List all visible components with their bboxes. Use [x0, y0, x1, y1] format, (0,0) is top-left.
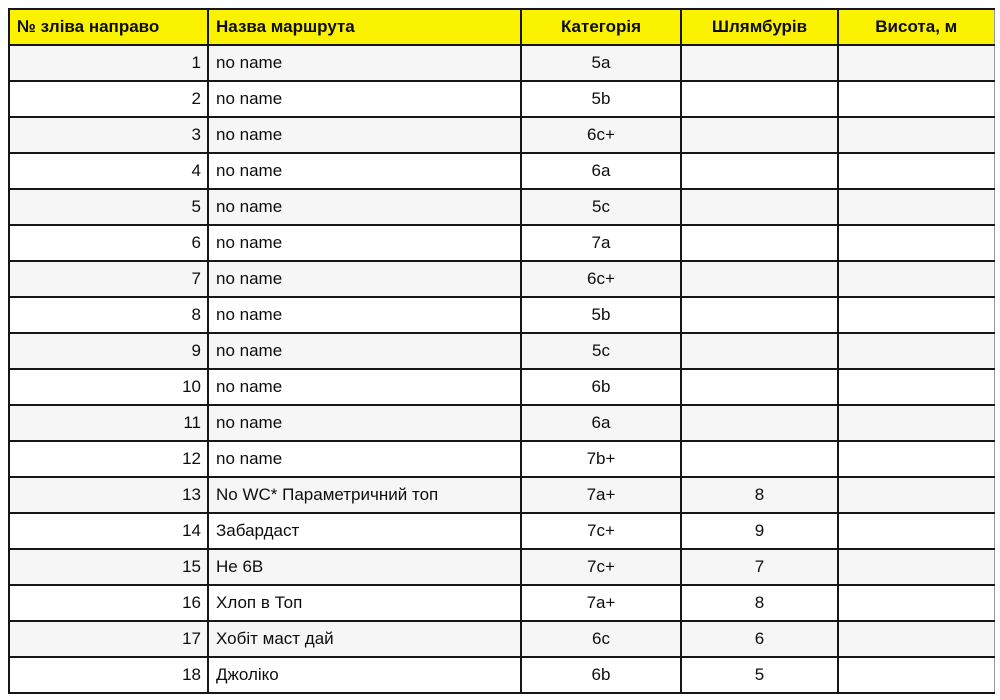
cell-route-name: no name: [208, 441, 521, 477]
cell-bolts-count: [681, 81, 838, 117]
column-header-route-name: Назва маршрута: [208, 9, 521, 45]
cell-route-number: 1: [9, 45, 208, 81]
cell-route-number: 14: [9, 513, 208, 549]
cell-category: 5c: [521, 333, 681, 369]
cell-category: 6c+: [521, 117, 681, 153]
cell-height: [838, 657, 994, 693]
cell-category: 7a+: [521, 585, 681, 621]
table-row: [9, 549, 994, 585]
column-header-number: № зліва направо: [9, 9, 208, 45]
cell-route-number: 10: [9, 369, 208, 405]
cell-bolts-count: [681, 117, 838, 153]
cell-category: 7a+: [521, 477, 681, 513]
cell-route-name: Джоліко: [208, 657, 521, 693]
cell-category: 6a: [521, 153, 681, 189]
cell-category: 5b: [521, 297, 681, 333]
cell-height: [838, 45, 994, 81]
cell-route-number: 12: [9, 441, 208, 477]
cell-route-name: no name: [208, 153, 521, 189]
header-row: [9, 9, 994, 45]
table-row: [9, 405, 994, 441]
table-row: [9, 621, 994, 657]
cell-height: [838, 225, 994, 261]
cell-category: 7c+: [521, 513, 681, 549]
cell-bolts-count: [681, 45, 838, 81]
cell-route-number: 6: [9, 225, 208, 261]
table-row: [9, 297, 994, 333]
cell-route-number: 5: [9, 189, 208, 225]
cell-height: [838, 117, 994, 153]
cell-route-name: no name: [208, 45, 521, 81]
cell-bolts-count: [681, 261, 838, 297]
cell-bolts-count: [681, 297, 838, 333]
cell-bolts-count: [681, 441, 838, 477]
cell-height: [838, 369, 994, 405]
cell-route-number: 13: [9, 477, 208, 513]
cell-route-number: 9: [9, 333, 208, 369]
cell-bolts-count: [681, 225, 838, 261]
cell-height: [838, 477, 994, 513]
table-row: [9, 657, 994, 693]
table-row: [9, 225, 994, 261]
table-row: [9, 189, 994, 225]
cell-category: 5a: [521, 45, 681, 81]
table-row: [9, 477, 994, 513]
table-row: [9, 117, 994, 153]
cell-bolts-count: 9: [681, 513, 838, 549]
cell-category: 7b+: [521, 441, 681, 477]
cell-route-name: no name: [208, 405, 521, 441]
cell-route-name: no name: [208, 333, 521, 369]
cell-height: [838, 81, 994, 117]
table-row: [9, 81, 994, 117]
cell-height: [838, 549, 994, 585]
cell-category: 6c+: [521, 261, 681, 297]
table-row: [9, 585, 994, 621]
table-row: [9, 153, 994, 189]
cell-bolts-count: 8: [681, 477, 838, 513]
cell-route-name: no name: [208, 261, 521, 297]
cell-route-number: 3: [9, 117, 208, 153]
table-row: [9, 45, 994, 81]
cell-route-number: 11: [9, 405, 208, 441]
cell-height: [838, 189, 994, 225]
table-row: [9, 261, 994, 297]
table-row: [9, 369, 994, 405]
cell-category: 7a: [521, 225, 681, 261]
cell-route-name: Хлоп в Топ: [208, 585, 521, 621]
column-header-category: Категорія: [521, 9, 681, 45]
cell-route-name: Забардаст: [208, 513, 521, 549]
cell-route-number: 2: [9, 81, 208, 117]
cell-category: 6b: [521, 657, 681, 693]
cell-route-name: Не 6В: [208, 549, 521, 585]
cell-route-name: no name: [208, 297, 521, 333]
cell-category: 5c: [521, 189, 681, 225]
table-body: [9, 45, 994, 693]
cell-height: [838, 153, 994, 189]
cell-height: [838, 441, 994, 477]
cell-route-number: 7: [9, 261, 208, 297]
routes-table-container: [8, 8, 995, 694]
column-header-height: Висота, м: [838, 9, 994, 45]
cell-route-number: 8: [9, 297, 208, 333]
cell-category: 5b: [521, 81, 681, 117]
cell-bolts-count: 6: [681, 621, 838, 657]
cell-bolts-count: [681, 333, 838, 369]
table-row: [9, 441, 994, 477]
cell-route-number: 4: [9, 153, 208, 189]
cell-bolts-count: 5: [681, 657, 838, 693]
cell-route-name: no name: [208, 81, 521, 117]
cell-height: [838, 261, 994, 297]
table-row: [9, 333, 994, 369]
cell-route-name: no name: [208, 225, 521, 261]
cell-route-name: no name: [208, 117, 521, 153]
cell-bolts-count: 8: [681, 585, 838, 621]
cell-category: 6b: [521, 369, 681, 405]
cell-route-name: Хобіт маст дай: [208, 621, 521, 657]
cell-height: [838, 513, 994, 549]
cell-height: [838, 333, 994, 369]
cell-route-number: 17: [9, 621, 208, 657]
cell-height: [838, 405, 994, 441]
cell-route-name: No WC* Параметричний топ: [208, 477, 521, 513]
cell-route-number: 15: [9, 549, 208, 585]
cell-route-name: no name: [208, 189, 521, 225]
cell-height: [838, 585, 994, 621]
cell-route-number: 18: [9, 657, 208, 693]
cell-route-number: 16: [9, 585, 208, 621]
cell-bolts-count: [681, 153, 838, 189]
cell-category: 6c: [521, 621, 681, 657]
cell-bolts-count: [681, 405, 838, 441]
column-header-bolts: Шлямбурів: [681, 9, 838, 45]
cell-category: 6a: [521, 405, 681, 441]
table-row: [9, 513, 994, 549]
cell-height: [838, 297, 994, 333]
cell-bolts-count: [681, 189, 838, 225]
cell-bolts-count: 7: [681, 549, 838, 585]
cell-bolts-count: [681, 369, 838, 405]
cell-category: 7c+: [521, 549, 681, 585]
routes-table: [8, 8, 995, 694]
cell-route-name: no name: [208, 369, 521, 405]
cell-height: [838, 621, 994, 657]
